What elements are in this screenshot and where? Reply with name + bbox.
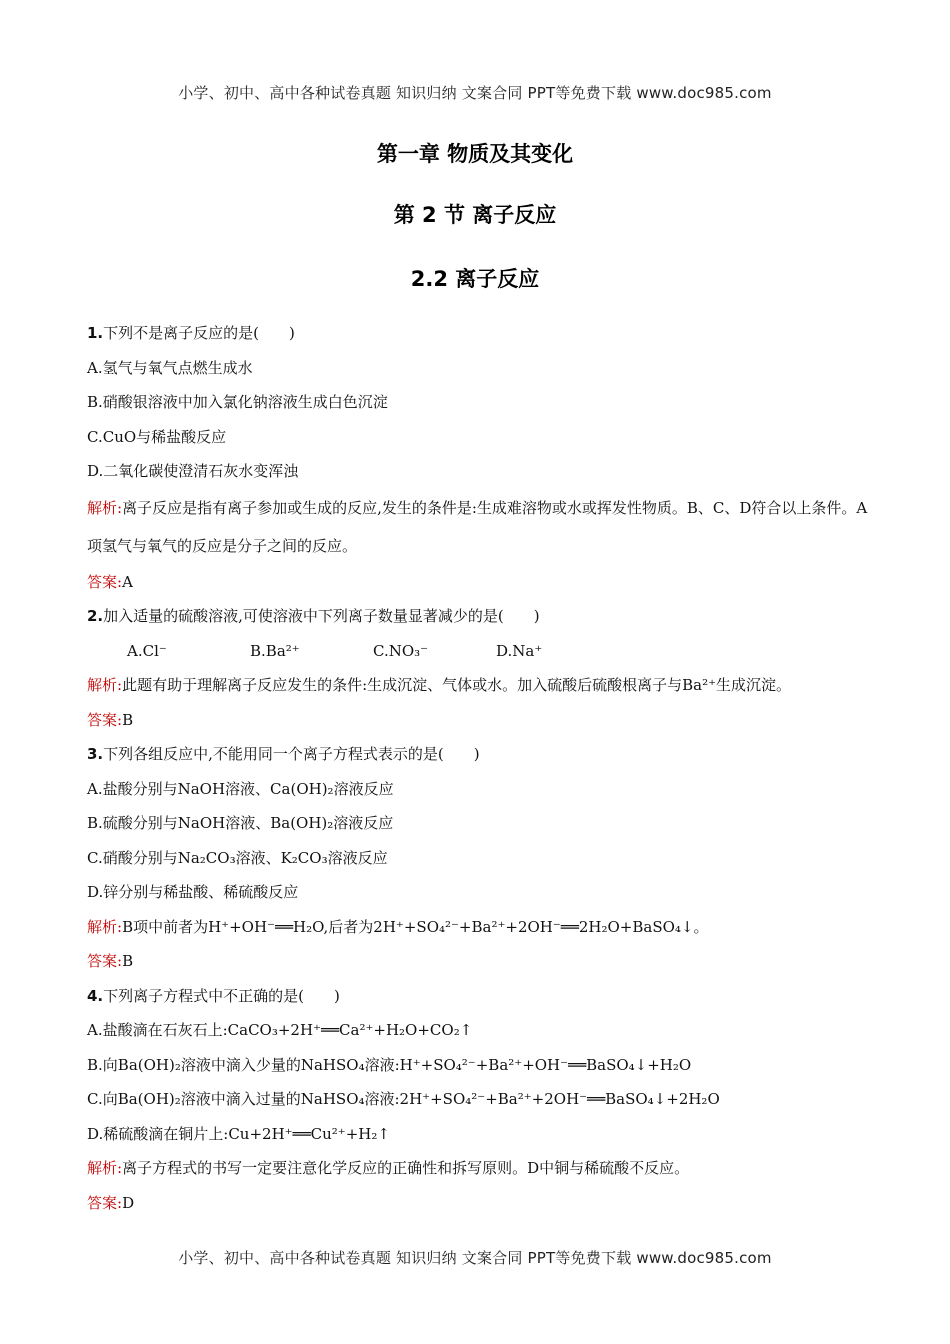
analysis: 解析:离子反应是指有离子参加或生成的反应,发生的条件是:生成难溶物或水或挥发性物质。B、C、D符合以上条件。A项氢气与氧气的反应是分子之间的反应。 — [87, 498, 868, 555]
footer-banner: 小学、初中、高中各种试卷真题 知识归纳 文案合同 PPT等免费下载 www.doc985.com — [178, 1249, 772, 1267]
analysis-text: 此题有助于理解离子反应发生的条件:生成沉淀、气体或水。加入硫酸后硫酸根离子与Ba²⁺生成沉淀。 — [122, 676, 792, 694]
analysis-label: 解析 — [87, 917, 118, 936]
answer: 答案:A — [87, 572, 133, 591]
question-text: 下列各组反应中,不能用同一个离子方程式表示的是( ) — [103, 745, 480, 763]
option: D.稀硫酸滴在铜片上:Cu+2H⁺══Cu²⁺+H₂↑ — [87, 1124, 390, 1143]
question-text: 加入适量的硫酸溶液,可使溶液中下列离子数量显著减少的是( ) — [103, 607, 540, 625]
header-banner: 小学、初中、高中各种试卷真题 知识归纳 文案合同 PPT等免费下载 www.doc985.com — [178, 84, 772, 102]
analysis-label: 解析 — [87, 498, 118, 517]
answer-label: 答案 — [87, 572, 118, 591]
section-title: 第 2 节 离子反应 — [393, 203, 557, 227]
option: D.Na⁺ — [496, 641, 543, 660]
option-row — [87, 634, 877, 669]
question-text: 下列离子方程式中不正确的是( ) — [103, 986, 340, 1005]
option: D.锌分别与稀盐酸、稀硫酸反应 — [87, 883, 299, 901]
answer-value: B — [122, 952, 134, 970]
option: C.硝酸分别与Na₂CO₃溶液、K₂CO₃溶液反应 — [87, 848, 388, 867]
answer: 答案:D — [87, 1193, 135, 1212]
answer-value: A — [122, 572, 133, 591]
analysis: 解析:离子方程式的书写一定要注意化学反应的正确性和拆写原则。D中铜与稀硫酸不反应。 — [87, 1159, 690, 1177]
question-number: 2. — [87, 607, 104, 625]
option: C.向Ba(OH)₂溶液中滴入过量的NaHSO₄溶液:2H⁺+SO₄²⁻+Ba²⁺+2OH⁻══BaSO₄↓+2H₂O — [87, 1090, 720, 1108]
question-stem — [87, 316, 877, 351]
option: C.NO₃⁻ — [373, 641, 429, 660]
analysis-text: B项中前者为H⁺+OH⁻══H₂O,后者为2H⁺+SO₄²⁻+Ba²⁺+2OH⁻══2H₂O+BaSO₄↓。 — [122, 917, 709, 936]
question-list — [87, 316, 877, 1220]
answer-label: 答案 — [87, 710, 118, 729]
answer-label: 答案 — [87, 1193, 118, 1212]
option: B.硝酸银溶液中加入氯化钠溶液生成白色沉淀 — [87, 393, 388, 411]
question-number: 4. — [87, 986, 104, 1005]
analysis: 解析:此题有助于理解离子反应发生的条件:生成沉淀、气体或水。加入硫酸后硫酸根离子与Ba²⁺生成沉淀。 — [87, 676, 792, 694]
option: A.盐酸滴在石灰石上:CaCO₃+2H⁺══Ca²⁺+H₂O+CO₂↑ — [87, 1021, 473, 1039]
answer-value: B — [122, 710, 134, 729]
answer-label: 答案 — [87, 952, 118, 970]
option: A.Cl⁻ — [127, 641, 167, 660]
answer: 答案:B — [87, 952, 134, 970]
analysis-text: 离子方程式的书写一定要注意化学反应的正确性和拆写原则。D中铜与稀硫酸不反应。 — [122, 1159, 690, 1177]
analysis-label: 解析 — [87, 676, 118, 694]
question-stem — [87, 599, 877, 634]
option: B.Ba²⁺ — [250, 641, 300, 660]
analysis: 解析:B项中前者为H⁺+OH⁻══H₂O,后者为2H⁺+SO₄²⁻+Ba²⁺+2OH⁻══2H₂O+BaSO₄↓。 — [87, 917, 709, 936]
answer: 答案:B — [87, 710, 134, 729]
option: B.向Ba(OH)₂溶液中滴入少量的NaHSO₄溶液:H⁺+SO₄²⁻+Ba²⁺+OH⁻══BaSO₄↓+H₂O — [87, 1055, 692, 1074]
question-number: 1. — [87, 324, 104, 342]
option: C.CuO与稀盐酸反应 — [87, 427, 227, 446]
analysis-label: 解析 — [87, 1159, 118, 1177]
question-text: 下列不是离子反应的是( ) — [103, 324, 295, 342]
answer-value: D — [122, 1193, 135, 1212]
chapter-title: 第一章 物质及其变化 — [376, 142, 574, 166]
option: D.二氧化碳使澄清石灰水变浑浊 — [87, 462, 299, 480]
question-number: 3. — [87, 745, 104, 763]
subsection-title: 2.2 离子反应 — [410, 267, 540, 291]
option: A.盐酸分别与NaOH溶液、Ca(OH)₂溶液反应 — [87, 779, 394, 798]
option: B.硫酸分别与NaOH溶液、Ba(OH)₂溶液反应 — [87, 814, 394, 832]
question-stem — [87, 979, 877, 1014]
analysis-text: 离子反应是指有离子参加或生成的反应,发生的条件是:生成难溶物或水或挥发性物质。B、C、D符合以上条件。A项氢气与氧气的反应是分子之间的反应。 — [87, 498, 868, 555]
question-stem — [87, 737, 877, 772]
option: A.氢气与氧气点燃生成水 — [87, 358, 253, 377]
